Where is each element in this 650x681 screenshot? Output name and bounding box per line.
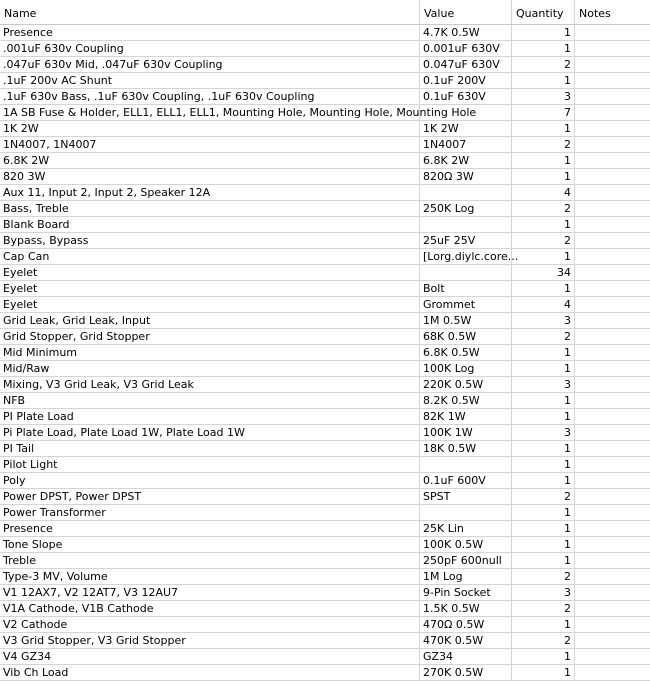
notes-cell[interactable] bbox=[575, 265, 650, 280]
quantity-cell[interactable]: 1 bbox=[512, 169, 575, 184]
table-row[interactable] bbox=[0, 569, 650, 585]
value-cell[interactable]: 9-Pin Socket bbox=[420, 585, 512, 600]
value-cell[interactable]: 220K 0.5W bbox=[420, 377, 512, 392]
table-row[interactable] bbox=[0, 377, 650, 393]
quantity-cell[interactable]: 1 bbox=[512, 73, 575, 88]
quantity-cell[interactable]: 1 bbox=[512, 393, 575, 408]
value-cell[interactable]: 250pF 600null bbox=[420, 553, 512, 568]
table-row[interactable] bbox=[0, 249, 650, 265]
notes-cell[interactable] bbox=[575, 361, 650, 376]
notes-cell[interactable] bbox=[575, 233, 650, 248]
column-header-notes[interactable]: Notes bbox=[579, 7, 611, 20]
notes-cell[interactable] bbox=[575, 329, 650, 344]
value-cell[interactable]: GZ34 bbox=[420, 649, 512, 664]
name-cell[interactable]: V4 GZ34 bbox=[0, 649, 420, 664]
notes-cell[interactable] bbox=[575, 281, 650, 296]
value-cell[interactable]: 470K 0.5W bbox=[420, 633, 512, 648]
name-cell[interactable]: V1A Cathode, V1B Cathode bbox=[0, 601, 420, 616]
table-row[interactable] bbox=[0, 585, 650, 601]
notes-cell[interactable] bbox=[575, 249, 650, 264]
value-cell[interactable]: Bolt bbox=[420, 281, 512, 296]
value-cell[interactable] bbox=[420, 265, 512, 280]
value-cell[interactable]: 6.8K 2W bbox=[420, 153, 512, 168]
table-row[interactable] bbox=[0, 457, 650, 473]
name-cell[interactable]: .1uF 630v Bass, .1uF 630v Coupling, .1uF 630v Coupling bbox=[0, 89, 420, 104]
quantity-cell[interactable]: 3 bbox=[512, 585, 575, 600]
quantity-cell[interactable]: 1 bbox=[512, 361, 575, 376]
table-row[interactable] bbox=[0, 617, 650, 633]
name-cell[interactable]: Eyelet bbox=[0, 265, 420, 280]
name-cell[interactable]: Pilot Light bbox=[0, 457, 420, 472]
value-cell[interactable]: 8.2K 0.5W bbox=[420, 393, 512, 408]
name-cell[interactable]: Vib Ch Load bbox=[0, 665, 420, 680]
quantity-cell[interactable]: 4 bbox=[512, 185, 575, 200]
name-cell[interactable]: Presence bbox=[0, 25, 420, 40]
quantity-cell[interactable]: 1 bbox=[512, 473, 575, 488]
value-cell[interactable]: 4.7K 0.5W bbox=[420, 25, 512, 40]
table-row[interactable] bbox=[0, 201, 650, 217]
quantity-cell[interactable]: 1 bbox=[512, 553, 575, 568]
quantity-cell[interactable]: 2 bbox=[512, 137, 575, 152]
value-cell[interactable]: 18K 0.5W bbox=[420, 441, 512, 456]
quantity-cell[interactable]: 2 bbox=[512, 489, 575, 504]
name-cell[interactable]: Mid/Raw bbox=[0, 361, 420, 376]
notes-cell[interactable] bbox=[575, 649, 650, 664]
notes-cell[interactable] bbox=[575, 137, 650, 152]
notes-cell[interactable] bbox=[575, 409, 650, 424]
quantity-cell[interactable]: 2 bbox=[512, 569, 575, 584]
table-header bbox=[0, 0, 650, 25]
column-header-quantity[interactable]: Quantity bbox=[512, 0, 575, 24]
name-cell[interactable]: Grid Leak, Grid Leak, Input bbox=[0, 313, 420, 328]
notes-cell[interactable] bbox=[575, 537, 650, 552]
name-cell[interactable]: .047uF 630v Mid, .047uF 630v Coupling bbox=[0, 57, 420, 72]
quantity-cell[interactable]: 1 bbox=[512, 505, 575, 520]
quantity-cell[interactable]: 7 bbox=[512, 105, 575, 120]
name-cell[interactable]: Treble bbox=[0, 553, 420, 568]
notes-cell[interactable] bbox=[575, 105, 650, 120]
quantity-cell[interactable]: 1 bbox=[512, 457, 575, 472]
table-row[interactable] bbox=[0, 25, 650, 41]
notes-cell[interactable] bbox=[575, 601, 650, 616]
value-cell[interactable]: 100K Log bbox=[420, 361, 512, 376]
table-row[interactable] bbox=[0, 73, 650, 89]
value-cell[interactable]: 82K 1W bbox=[420, 409, 512, 424]
table-row[interactable] bbox=[0, 425, 650, 441]
notes-cell[interactable] bbox=[575, 185, 650, 200]
quantity-cell[interactable]: 2 bbox=[512, 601, 575, 616]
quantity-cell[interactable]: 2 bbox=[512, 201, 575, 216]
table-row[interactable] bbox=[0, 473, 650, 489]
table-row[interactable] bbox=[0, 105, 650, 121]
notes-cell[interactable] bbox=[575, 617, 650, 632]
value-cell[interactable]: 0.1uF 630V bbox=[420, 89, 512, 104]
table-row[interactable] bbox=[0, 121, 650, 137]
notes-cell[interactable] bbox=[575, 553, 650, 568]
notes-cell[interactable] bbox=[575, 121, 650, 136]
notes-cell[interactable] bbox=[575, 25, 650, 40]
table-row[interactable] bbox=[0, 649, 650, 665]
name-cell[interactable]: 820 3W bbox=[0, 169, 420, 184]
name-cell[interactable]: Bass, Treble bbox=[0, 201, 420, 216]
table-row[interactable] bbox=[0, 521, 650, 537]
value-cell[interactable]: 100K 0.5W bbox=[420, 537, 512, 552]
notes-cell[interactable] bbox=[575, 633, 650, 648]
value-cell[interactable]: 1M 0.5W bbox=[420, 313, 512, 328]
table-row[interactable] bbox=[0, 185, 650, 201]
name-cell[interactable]: Bypass, Bypass bbox=[0, 233, 420, 248]
notes-cell[interactable] bbox=[575, 585, 650, 600]
notes-cell[interactable] bbox=[575, 425, 650, 440]
table-row[interactable] bbox=[0, 361, 650, 377]
table-row[interactable] bbox=[0, 345, 650, 361]
notes-cell[interactable] bbox=[575, 169, 650, 184]
quantity-cell[interactable]: 1 bbox=[512, 441, 575, 456]
name-cell[interactable]: 1N4007, 1N4007 bbox=[0, 137, 420, 152]
value-cell[interactable]: 25K Lin bbox=[420, 521, 512, 536]
quantity-cell[interactable]: 1 bbox=[512, 153, 575, 168]
quantity-cell[interactable]: 1 bbox=[512, 665, 575, 680]
name-cell[interactable]: Power DPST, Power DPST bbox=[0, 489, 420, 504]
table-row[interactable] bbox=[0, 633, 650, 649]
name-cell[interactable]: Mixing, V3 Grid Leak, V3 Grid Leak bbox=[0, 377, 420, 392]
quantity-cell[interactable]: 1 bbox=[512, 617, 575, 632]
quantity-cell[interactable]: 2 bbox=[512, 57, 575, 72]
name-cell[interactable]: NFB bbox=[0, 393, 420, 408]
quantity-cell[interactable]: 1 bbox=[512, 281, 575, 296]
table-row[interactable] bbox=[0, 233, 650, 249]
quantity-cell[interactable]: 2 bbox=[512, 329, 575, 344]
value-cell[interactable]: 270K 0.5W bbox=[420, 665, 512, 680]
name-cell[interactable]: Cap Can bbox=[0, 249, 420, 264]
table-row[interactable] bbox=[0, 137, 650, 153]
name-cell[interactable]: PI Plate Load bbox=[0, 409, 420, 424]
notes-cell[interactable] bbox=[575, 377, 650, 392]
notes-cell[interactable] bbox=[575, 217, 650, 232]
name-cell[interactable]: Power Transformer bbox=[0, 505, 420, 520]
notes-cell[interactable] bbox=[575, 313, 650, 328]
column-header-name[interactable]: Name bbox=[0, 0, 420, 24]
notes-cell[interactable] bbox=[575, 441, 650, 456]
quantity-cell[interactable]: 1 bbox=[512, 345, 575, 360]
quantity-cell[interactable]: 2 bbox=[512, 633, 575, 648]
value-cell[interactable] bbox=[420, 217, 512, 232]
name-cell[interactable]: Eyelet bbox=[0, 281, 420, 296]
value-cell[interactable]: 0.1uF 600V bbox=[420, 473, 512, 488]
table-row[interactable] bbox=[0, 217, 650, 233]
table-row[interactable] bbox=[0, 313, 650, 329]
value-cell[interactable] bbox=[420, 185, 512, 200]
table-row[interactable] bbox=[0, 41, 650, 57]
value-cell[interactable]: 250K Log bbox=[420, 201, 512, 216]
notes-cell[interactable] bbox=[575, 89, 650, 104]
name-cell[interactable]: Type-3 MV, Volume bbox=[0, 569, 420, 584]
value-cell[interactable]: 820Ω 3W bbox=[420, 169, 512, 184]
quantity-cell[interactable]: 4 bbox=[512, 297, 575, 312]
table-row[interactable] bbox=[0, 665, 650, 681]
notes-cell[interactable] bbox=[575, 73, 650, 88]
quantity-cell[interactable]: 1 bbox=[512, 25, 575, 40]
notes-cell[interactable] bbox=[575, 489, 650, 504]
value-cell[interactable]: 1K 2W bbox=[420, 121, 512, 136]
table-row[interactable] bbox=[0, 489, 650, 505]
name-cell[interactable]: PI Tail bbox=[0, 441, 420, 456]
name-cell[interactable]: Eyelet bbox=[0, 297, 420, 312]
quantity-cell[interactable]: 1 bbox=[512, 41, 575, 56]
table-row[interactable] bbox=[0, 393, 650, 409]
notes-cell[interactable] bbox=[575, 57, 650, 72]
quantity-cell[interactable]: 1 bbox=[512, 409, 575, 424]
notes-cell[interactable] bbox=[575, 505, 650, 520]
name-cell[interactable]: 6.8K 2W bbox=[0, 153, 420, 168]
value-cell[interactable]: 1N4007 bbox=[420, 137, 512, 152]
value-cell[interactable]: [Lorg.diylc.core... bbox=[420, 249, 512, 264]
name-cell[interactable]: Pi Plate Load, Plate Load 1W, Plate Load 1W bbox=[0, 425, 420, 440]
table-row[interactable] bbox=[0, 297, 650, 313]
name-cell[interactable]: Poly bbox=[0, 473, 420, 488]
table-row[interactable] bbox=[0, 553, 650, 569]
notes-cell[interactable] bbox=[575, 297, 650, 312]
quantity-cell[interactable]: 1 bbox=[512, 217, 575, 232]
notes-cell[interactable] bbox=[575, 569, 650, 584]
value-cell[interactable]: 0.1uF 200V bbox=[420, 73, 512, 88]
table-row[interactable] bbox=[0, 329, 650, 345]
quantity-cell[interactable]: 1 bbox=[512, 537, 575, 552]
notes-cell[interactable] bbox=[575, 393, 650, 408]
name-cell[interactable]: .001uF 630v Coupling bbox=[0, 41, 420, 56]
table-row[interactable] bbox=[0, 601, 650, 617]
table-row[interactable] bbox=[0, 89, 650, 105]
table-row[interactable] bbox=[0, 409, 650, 425]
name-cell[interactable]: Presence bbox=[0, 521, 420, 536]
notes-cell[interactable] bbox=[575, 521, 650, 536]
value-cell[interactable] bbox=[420, 457, 512, 472]
quantity-cell[interactable]: 1 bbox=[512, 249, 575, 264]
name-cell[interactable]: 1K 2W bbox=[0, 121, 420, 136]
quantity-cell[interactable]: 2 bbox=[512, 233, 575, 248]
notes-cell[interactable] bbox=[575, 41, 650, 56]
value-cell[interactable]: Grommet bbox=[420, 297, 512, 312]
value-cell[interactable]: 68K 0.5W bbox=[420, 329, 512, 344]
column-header-value[interactable]: Value bbox=[420, 0, 512, 24]
notes-cell[interactable] bbox=[575, 473, 650, 488]
notes-cell[interactable] bbox=[575, 457, 650, 472]
table-row[interactable] bbox=[0, 505, 650, 521]
quantity-cell[interactable]: 34 bbox=[512, 265, 575, 280]
value-cell[interactable]: 25uF 25V bbox=[420, 233, 512, 248]
notes-cell[interactable] bbox=[575, 153, 650, 168]
table-row[interactable] bbox=[0, 57, 650, 73]
table-row[interactable] bbox=[0, 265, 650, 281]
quantity-cell[interactable]: 3 bbox=[512, 425, 575, 440]
value-cell[interactable] bbox=[420, 105, 512, 120]
name-cell[interactable]: Tone Slope bbox=[0, 537, 420, 552]
value-cell[interactable] bbox=[420, 505, 512, 520]
quantity-cell[interactable]: 1 bbox=[512, 121, 575, 136]
name-cell[interactable]: V2 Cathode bbox=[0, 617, 420, 632]
quantity-cell[interactable]: 3 bbox=[512, 313, 575, 328]
value-cell[interactable]: 1M Log bbox=[420, 569, 512, 584]
table-body bbox=[0, 25, 650, 681]
value-cell[interactable]: 100K 1W bbox=[420, 425, 512, 440]
quantity-cell[interactable]: 1 bbox=[512, 649, 575, 664]
table-row[interactable] bbox=[0, 281, 650, 297]
name-cell[interactable]: V1 12AX7, V2 12AT7, V3 12AU7 bbox=[0, 585, 420, 600]
quantity-cell[interactable]: 3 bbox=[512, 89, 575, 104]
quantity-cell[interactable]: 3 bbox=[512, 377, 575, 392]
value-cell[interactable]: SPST bbox=[420, 489, 512, 504]
name-cell[interactable]: Grid Stopper, Grid Stopper bbox=[0, 329, 420, 344]
value-cell[interactable]: 470Ω 0.5W bbox=[420, 617, 512, 632]
notes-cell[interactable] bbox=[575, 665, 650, 680]
name-cell[interactable]: Mid Minimum bbox=[0, 345, 420, 360]
name-cell[interactable]: .1uF 200v AC Shunt bbox=[0, 73, 420, 88]
value-cell[interactable]: 0.047uF 630V bbox=[420, 57, 512, 72]
name-cell[interactable]: 1A SB Fuse & Holder, ELL1, ELL1, ELL1, Mounting Hole, Mounting Hole, Mounting Hole bbox=[0, 105, 420, 120]
notes-cell[interactable] bbox=[575, 201, 650, 216]
notes-cell[interactable] bbox=[575, 345, 650, 360]
table-row[interactable] bbox=[0, 169, 650, 185]
name-cell[interactable]: Blank Board bbox=[0, 217, 420, 232]
table-row[interactable] bbox=[0, 537, 650, 553]
quantity-cell[interactable]: 1 bbox=[512, 521, 575, 536]
table-row[interactable] bbox=[0, 441, 650, 457]
value-cell[interactable]: 0.001uF 630V bbox=[420, 41, 512, 56]
name-cell[interactable]: V3 Grid Stopper, V3 Grid Stopper bbox=[0, 633, 420, 648]
table-row[interactable] bbox=[0, 153, 650, 169]
name-cell[interactable]: Aux 11, Input 2, Input 2, Speaker 12A bbox=[0, 185, 420, 200]
value-cell[interactable]: 1.5K 0.5W bbox=[420, 601, 512, 616]
value-cell[interactable]: 6.8K 0.5W bbox=[420, 345, 512, 360]
